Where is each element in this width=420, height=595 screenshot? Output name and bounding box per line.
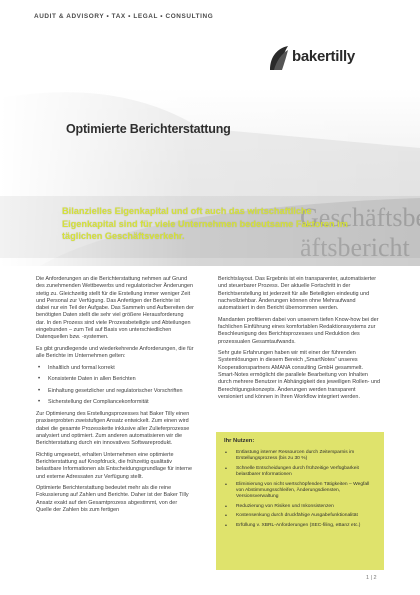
list-item-text: Entlastung interner Ressourcen durch Zeitersparnis im Erstellungsprozess (bis zu 30 %) — [236, 450, 355, 462]
list-item-text: Schnelle Entscheidungen durch frühzeitige Verfügbarkeit belastbarer Informationen — [236, 465, 359, 478]
bullet-icon: • — [38, 387, 41, 394]
list-item — [224, 513, 376, 519]
bullet-icon: • — [225, 513, 227, 520]
right-column — [218, 276, 380, 405]
left-paragraph-1: Die Anforderungen an die Berichterstattung nehmen auf Grund des zunehmenden Wettbewerbs und regulatorischer Änderungen stetig zu. Gleichzeitig stellt für die Erstellung immer weniger Zeit und Personal zur Verfügung. Das Anfertigen der Berichte ist dabei nur ein Teil der Aufgabe. Das Sammeln und Aufbereiten der benötigten Daten stellt die sehr viel größere Herausforderung dar. In den Prozess sind viele Prozessbeteiligte und Abteilungen eingebunden – zum Teil auf Basis von unterschiedlichen Datenquellen bzw. -systemen. — [36, 276, 194, 341]
page-number: 1 | 2 — [366, 575, 377, 581]
bullet-icon: • — [225, 503, 227, 510]
left-paragraph-4: Richtig umgesetzt, erhalten Unternehmen eine optimierte Berichterstattung auf Knopfdruck, die frühzeitig qualitativ belastbare Informationen als Entscheidungsgrundlage für interne und externe Adressaten zur Verfügung stellt. — [36, 451, 192, 480]
list-item — [224, 466, 376, 479]
list-item — [36, 365, 194, 372]
page-title: Optimierte Berichterstattung — [66, 122, 231, 136]
list-item — [36, 376, 194, 383]
lead-text: Bilanzielles Eigenkapital und oft auch das wirtschaftliche Eigenkapital sind für viele Unternehmen bedeutsame Faktoren im täglichen Geschäftsverkehr. — [62, 206, 348, 241]
right-paragraph-2: Mandanten profitieren dabei von unserem tiefen Know-how bei der fachlichen Einführung eines komfortablen Redaktionssystems zur Beschleunigung des Berichtsprozesses und Reduktion des prozessualen Gesamtaufwands. — [218, 316, 379, 345]
bullet-icon: • — [225, 522, 227, 529]
benefits-title: Ihr Nutzen: — [224, 438, 255, 444]
list-item — [224, 523, 376, 529]
logo-mark-icon — [268, 44, 290, 72]
list-item-text: Inhaltlich und formal korrekt — [48, 364, 115, 371]
list-item-text: Einhaltung gesetzlicher und regulatorischer Vorschriften — [48, 387, 183, 394]
header-tagline: AUDIT & ADVISORY • TAX • LEGAL • CONSULTING — [34, 13, 214, 20]
benefits-list — [224, 450, 376, 529]
benefits-box — [216, 432, 384, 570]
requirements-list — [36, 365, 194, 407]
list-item-text: Erfüllung v. XBRL-Anforderungen (SEC-filing, eBanz etc.) — [236, 522, 361, 528]
bullet-icon: • — [38, 399, 41, 406]
bullet-icon: • — [38, 364, 41, 371]
right-paragraph-3: Sehr gute Erfahrungen haben wir mit einer der führenden Systemlösungen in diesem Bereich „SmartNotes“ unseres Kooperationspartners AMANA consulting GmbH gesammelt. Smart-Notes ermöglicht die parallele Bearbeitung von Inhalten durch mehrere Benutzer in Abhängigkeit des jeweiligen Rollen- und Berechtigungskonzepts. Änderungen werden transparent versioniert und können in Ihren Workflow integriert werden. — [218, 350, 381, 400]
list-item — [224, 450, 376, 463]
logo-wordmark: bakertilly — [292, 48, 355, 65]
left-paragraph-2: Es gibt grundlegende und wiederkehrende Anforderungen, die für alle Berichte im Unternehmen gelten: — [36, 345, 194, 360]
bullet-icon: • — [38, 376, 41, 383]
list-item — [224, 482, 376, 501]
list-item-text: Sicherstellung der Compliancekonformität — [48, 399, 149, 406]
list-item-text: Eliminierung von nicht wertschöpfenden Tätigkeiten – Wegfall von Abstimmungsschleifen, Änderungsdiensten, Versionsverwaltung — [236, 481, 370, 500]
list-item-text: Reduzierung von Risiken und Inkonsistenzen — [236, 503, 334, 509]
list-item-text: Kostensenkung durch druckfähige Ausgabefunktionalität — [236, 513, 358, 519]
bullet-icon: • — [225, 481, 227, 488]
list-item — [224, 504, 376, 510]
left-column — [36, 276, 194, 518]
company-logo — [268, 44, 388, 74]
left-paragraph-3: Zur Optimierung des Erstellungsprozesses hat Baker Tilly einen praxiserprobten zweistufigen Ansatz entwickelt. Zum einen wird dabei die gesamte Prozesskette inklusive aller Zulieferprozesse analysiert und optimiert. Zum anderen automatisieren wir die Berichterstattung durch ein innovatives Softwareprodukt. — [36, 411, 190, 447]
bullet-icon: • — [225, 450, 227, 456]
list-item — [36, 388, 194, 395]
list-item-text: Konsistente Daten in allen Berichten — [48, 376, 136, 383]
right-paragraph-1: Berichtslayout. Das Ergebnis ist ein transparenter, automatisierter und steuerbarer Prozess. Der aktuelle Fortschritt in der Berichtserstellung ist jederzeit für alle Beteiligten eindeutig und nachvollziehbar. Änderungen können ohne Mehraufwand automatisiert in den Bericht übernommen werden. — [218, 276, 377, 312]
list-item — [36, 399, 194, 406]
bullet-icon: • — [225, 465, 227, 472]
left-paragraph-5: Optimierte Berichterstattung bedeutet mehr als die reine Fokussierung auf Zahlen und Berichte. Daher ist der Baker Tilly Ansatz exakt auf den Gesamtprozess abgestimmt, von der Quelle der Zahlen bis zum fertigen — [36, 485, 189, 513]
